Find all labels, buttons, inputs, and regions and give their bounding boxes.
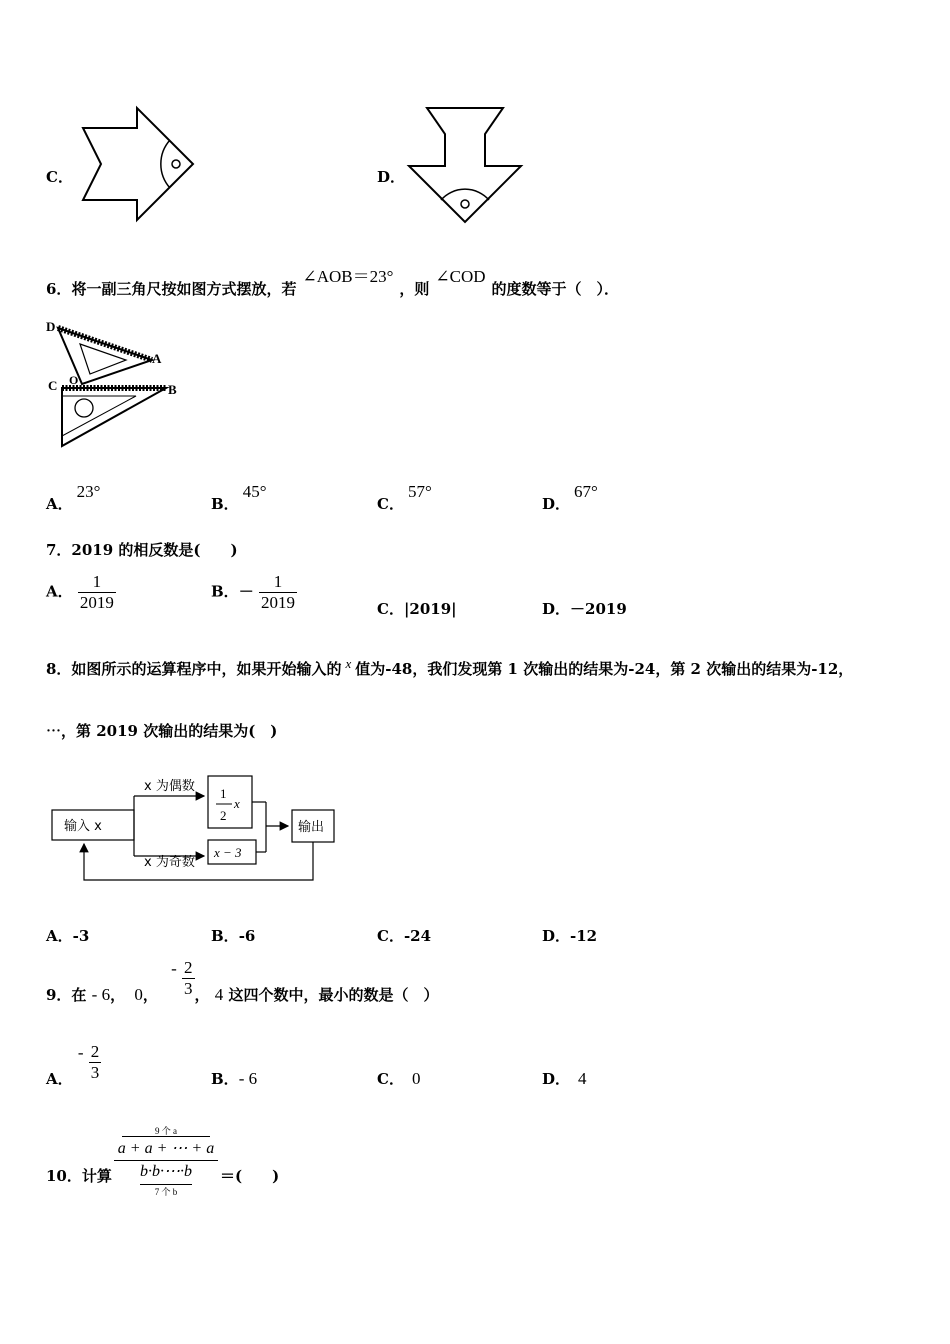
q8-option-c: C．-24	[377, 927, 432, 945]
q10-fraction	[114, 1124, 218, 1198]
arc-mark	[441, 189, 489, 200]
q8-option-a: A．-3	[46, 927, 90, 945]
half-box	[208, 776, 252, 828]
q8-stem-line2: ⋯，第 2019 次输出的结果为( )	[46, 722, 278, 740]
q5-option-d-letter: D．	[377, 168, 406, 186]
q10-bottom-brace: 7 个 b	[140, 1184, 192, 1198]
lower-set-square	[62, 388, 166, 446]
svg-text:x 为偶数: x 为偶数	[144, 779, 195, 794]
q7-stem: 7．2019 的相反数是( )	[46, 541, 238, 559]
q10-prefix: 10．计算	[46, 1167, 112, 1185]
svg-text:2: 2	[220, 808, 227, 823]
q9-option-d: D． 4	[542, 1069, 587, 1088]
q6-option-d: D．67°	[542, 482, 598, 513]
q9-option-b: B．- 6	[211, 1069, 258, 1088]
q8-stem-line1: 8．如图所示的运算程序中，如果开始输入的 x 值为-48，我们发现第 1 次输出的结果为-24，第 2 次输出的结果为-12，	[46, 656, 854, 678]
q8-option-b: B．-6	[211, 927, 256, 945]
arrow-fish-shape	[83, 108, 193, 220]
q8-flow-diagram	[44, 768, 344, 888]
arrow-down-shape	[409, 108, 521, 222]
arc-mark	[161, 140, 170, 188]
q5-option-d-figure	[405, 104, 530, 229]
q6-stem: 6．将一副三角尺按如图方式摆放，若∠AOB＝23°，则∠COD的度数等于（ ）．	[46, 267, 620, 298]
label-o: O	[69, 373, 79, 387]
svg-text:x: x	[234, 796, 240, 811]
q6-triangle-figure	[44, 318, 194, 458]
svg-text:输出: 输出	[298, 820, 325, 835]
q6-formula-cod: ∠COD	[435, 267, 486, 286]
dot-circle	[461, 200, 469, 208]
label-d: D	[46, 319, 56, 334]
svg-text:1: 1	[220, 786, 227, 801]
q10-suffix: ＝( )	[220, 1167, 280, 1185]
q6-option-c: C．57°	[377, 482, 432, 513]
svg-text:输入 x: 输入 x	[64, 819, 102, 834]
label-c: C	[48, 378, 58, 393]
eye-circle	[172, 160, 180, 168]
q5-option-c-letter: C．	[46, 168, 73, 186]
svg-text:x − 3: x − 3	[214, 845, 242, 860]
q9-stem: 9．在 - 6， 0， - $\frac{2}{3}$ ， 4 这四个数中，最小的数是（ ）	[46, 958, 439, 1004]
q9-option-a: A． - $\frac{2}{3}$	[46, 1042, 100, 1088]
label-a: A	[152, 351, 162, 366]
q7-option-a: A． $\frac{1}{2019}$	[46, 572, 114, 612]
q6-option-b: B．45°	[211, 482, 267, 513]
q9-option-c: C． 0	[377, 1069, 421, 1088]
fraction: $\frac{1}{2019}$	[79, 572, 114, 612]
svg-text:x 为奇数: x 为奇数	[144, 855, 195, 870]
q6-option-a: A．23°	[46, 482, 101, 513]
q10-numerator: a + a + ⋯ + a	[117, 1140, 215, 1157]
q7-option-b: B．－ $\frac{1}{2019}$	[211, 572, 295, 612]
q6-formula-aob: ∠AOB＝23°	[302, 267, 394, 286]
q7-option-c: C．|2019|	[377, 600, 457, 618]
q5-option-c-figure	[75, 100, 205, 230]
fraction: $\frac{1}{2019}$	[260, 572, 295, 612]
q7-option-d: D．－2019	[542, 600, 627, 618]
q10-denominator: b·b·⋯·b	[140, 1163, 192, 1180]
label-b: B	[168, 382, 177, 397]
q10-top-brace: 9 个 a	[122, 1124, 210, 1137]
q8-option-d: D．-12	[542, 927, 598, 945]
